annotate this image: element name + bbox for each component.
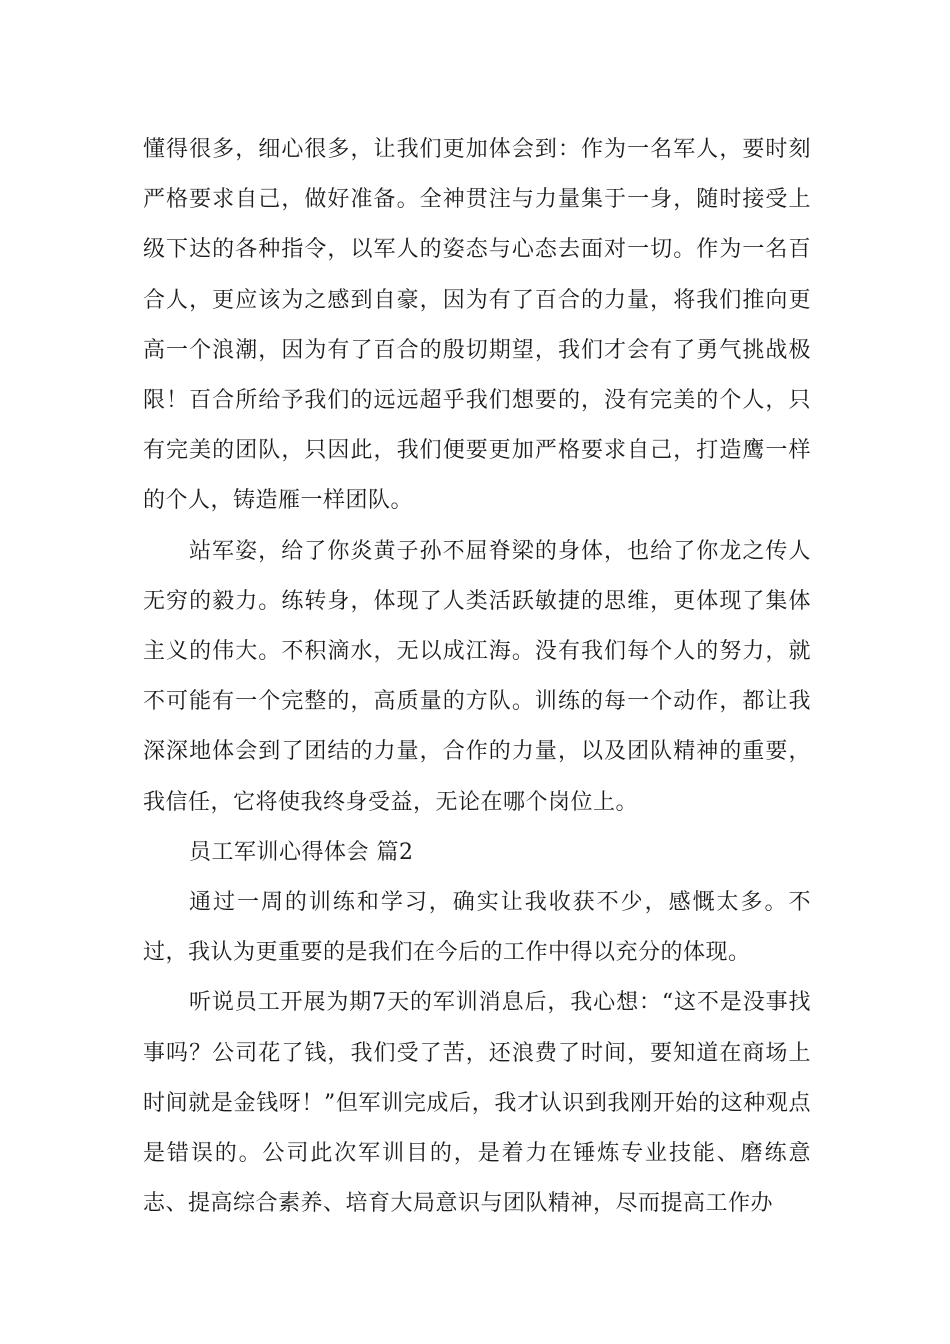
paragraph-2: 站军姿，给了你炎黄子孙不屈脊梁的身体，也给了你龙之传人无穷的毅力。练转身，体现了人类活跃敏捷的思维，更体现了集体主义的伟大。不积滴水，无以成江海。没有我们每个人的努力，就不可能有一个完整的，高质量的方队。训练的每一个动作，都让我深深地体会到了团结的力量，合作的力量，以及团队精神的重要，我信任，它将使我终身受益，无论在哪个岗位上。 xyxy=(143,538,811,815)
section-heading: 员工军训心得体会 篇2 xyxy=(189,839,414,865)
paragraph-3: 通过一周的训练和学习，确实让我收获不少，感慨太多。不过，我认为更重要的是我们在今后的工作中得以充分的体现。 xyxy=(143,890,811,966)
paragraph-1: 懂得很多，细心很多，让我们更加体会到：作为一名军人，要时刻严格要求自己，做好准备。全神贯注与力量集于一身，随时接受上级下达的各种指令，以军人的姿态与心态去面对一切。作为一名百合人，更应该为之感到自豪，因为有了百合的力量，将我们推向更高一个浪潮，因为有了百合的殷切期望，我们才会有了勇气挑战极限！百合所给予我们的远远超乎我们想要的，没有完美的个人，只有完美的团队，只因此，我们便要更加严格要求自己，打造鹰一样的个人，铸造雁一样团队。 xyxy=(143,137,811,514)
paragraph-4: 听说员工开展为期7天的军训消息后，我心想：“这不是没事找事吗？公司花了钱，我们受了苦，还浪费了时间，要知道在商场上时间就是金钱呀！”但军训完成后，我才认识到我刚开始的这种观点是错误的。公司此次军训目的，是着力在锤炼专业技能、磨练意志、提高综合素养、培育大局意识与团队精神，尽而提高工作办 xyxy=(143,990,811,1217)
document-body xyxy=(143,125,811,1229)
